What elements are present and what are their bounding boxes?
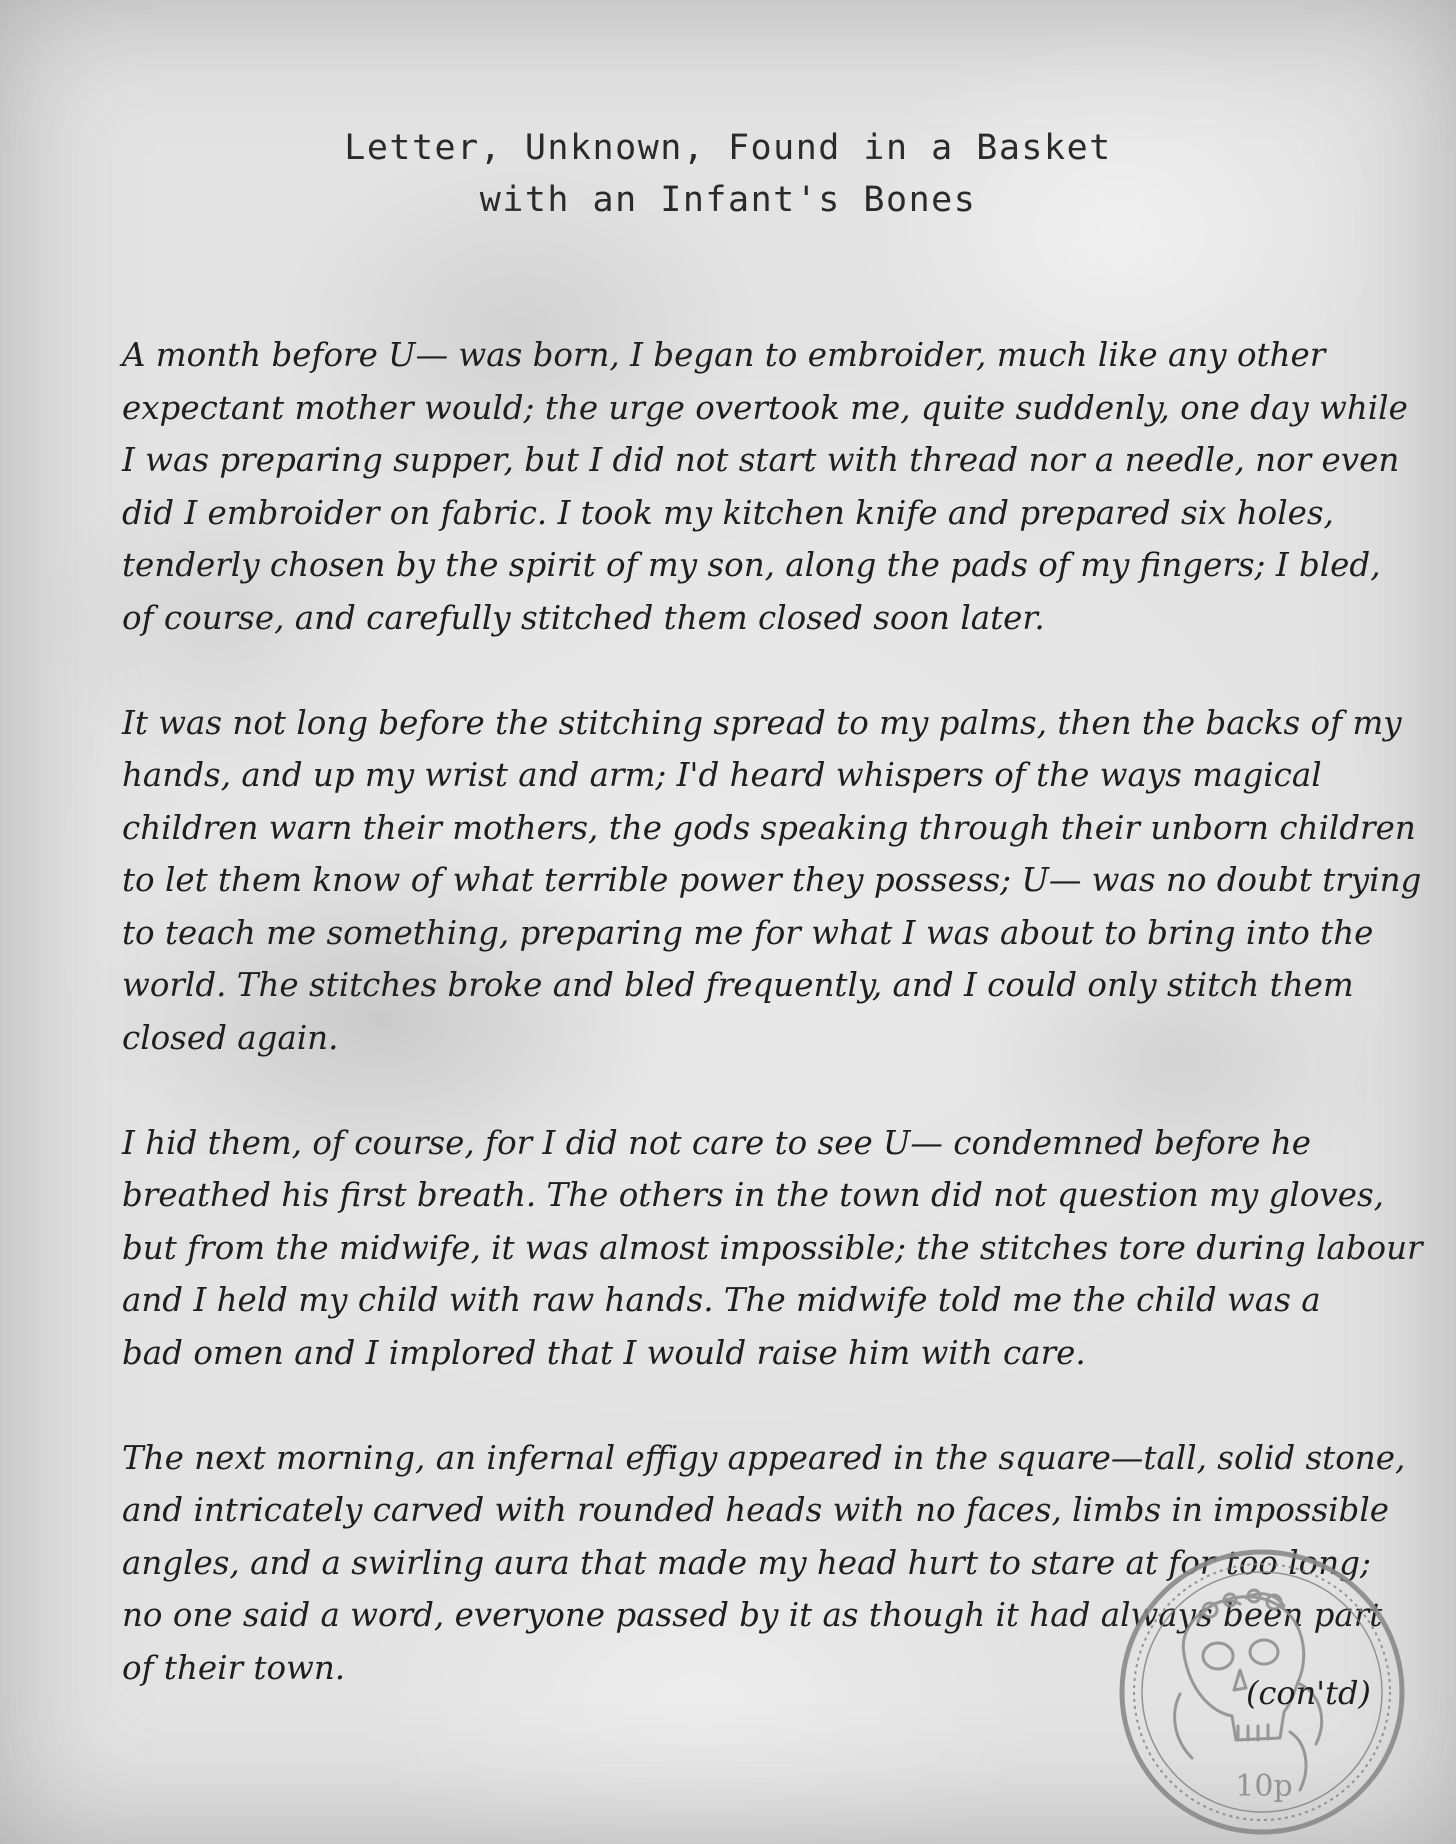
text-line: expectant mother would; the urge overtook me, quite suddenly, one day while [122,388,1408,427]
stamp-text: 10p [1235,1769,1293,1804]
text-line: and I held my child with raw hands. The midwife told me the child was a [122,1281,1321,1319]
title-line-1: Letter, Unknown, Found in a Basket [344,128,1112,168]
text-line: I was preparing supper, but I did not start with thread nor a needle, nor even [122,441,1400,479]
text-line: bad omen and I implored that I would raise him with care. [122,1333,1086,1372]
text-line: The next morning, an infernal effigy appeared in the square—tall, solid stone, [122,1438,1406,1477]
text-line: closed again. [122,1018,339,1057]
continued-note: (con'td) [1246,1674,1371,1712]
paragraph-2 [122,697,1422,1065]
text-line: hands, and up my wrist and arm; I'd heard whispers of the ways magical [122,756,1322,794]
text-line: I hid them, of course, for I did not care to see U— condemned before he [122,1123,1312,1162]
text-line: tenderly chosen by the spirit of my son, along the pads of my fingers; I bled, [122,546,1381,584]
text-line: of their town. [122,1648,346,1687]
text-line: but from the midwife, it was almost impossible; the stitches tore during labour [122,1228,1423,1267]
text-line: It was not long before the stitching spread to my palms, then the backs of my [122,703,1402,742]
title-line-2: with an Infant's Bones [479,180,977,220]
letter-body [122,329,1423,1747]
text-line: no one said a word, everyone passed by it as though it had always been part [122,1596,1383,1634]
text-line: did I embroider on fabric. I took my kitchen knife and prepared six holes, [122,493,1334,532]
text-line: children warn their mothers, the gods speaking through their unborn children [122,808,1416,847]
text-line: breathed his first breath. The others in the town did not question my gloves, [122,1176,1384,1214]
text-line: to let them know of what terrible power they possess; U— was no doubt trying [122,861,1422,899]
text-line: world. The stitches broke and bled frequently, and I could only stitch them [122,966,1354,1004]
paragraph-1 [122,329,1408,644]
text-line: A month before U— was born, I began to embroider, much like any other [122,336,1326,374]
letter-title [0,122,1456,226]
text-line: of course, and carefully stitched them closed soon later. [122,598,1045,637]
paragraph-3 [122,1117,1423,1380]
text-line: and intricately carved with rounded heads with no faces, limbs in impossible [122,1491,1389,1529]
text-line: angles, and a swirling aura that made my head hurt to stare at for too long; [122,1543,1371,1582]
text-line: to teach me something, preparing me for what I was about to bring into the [122,913,1374,952]
